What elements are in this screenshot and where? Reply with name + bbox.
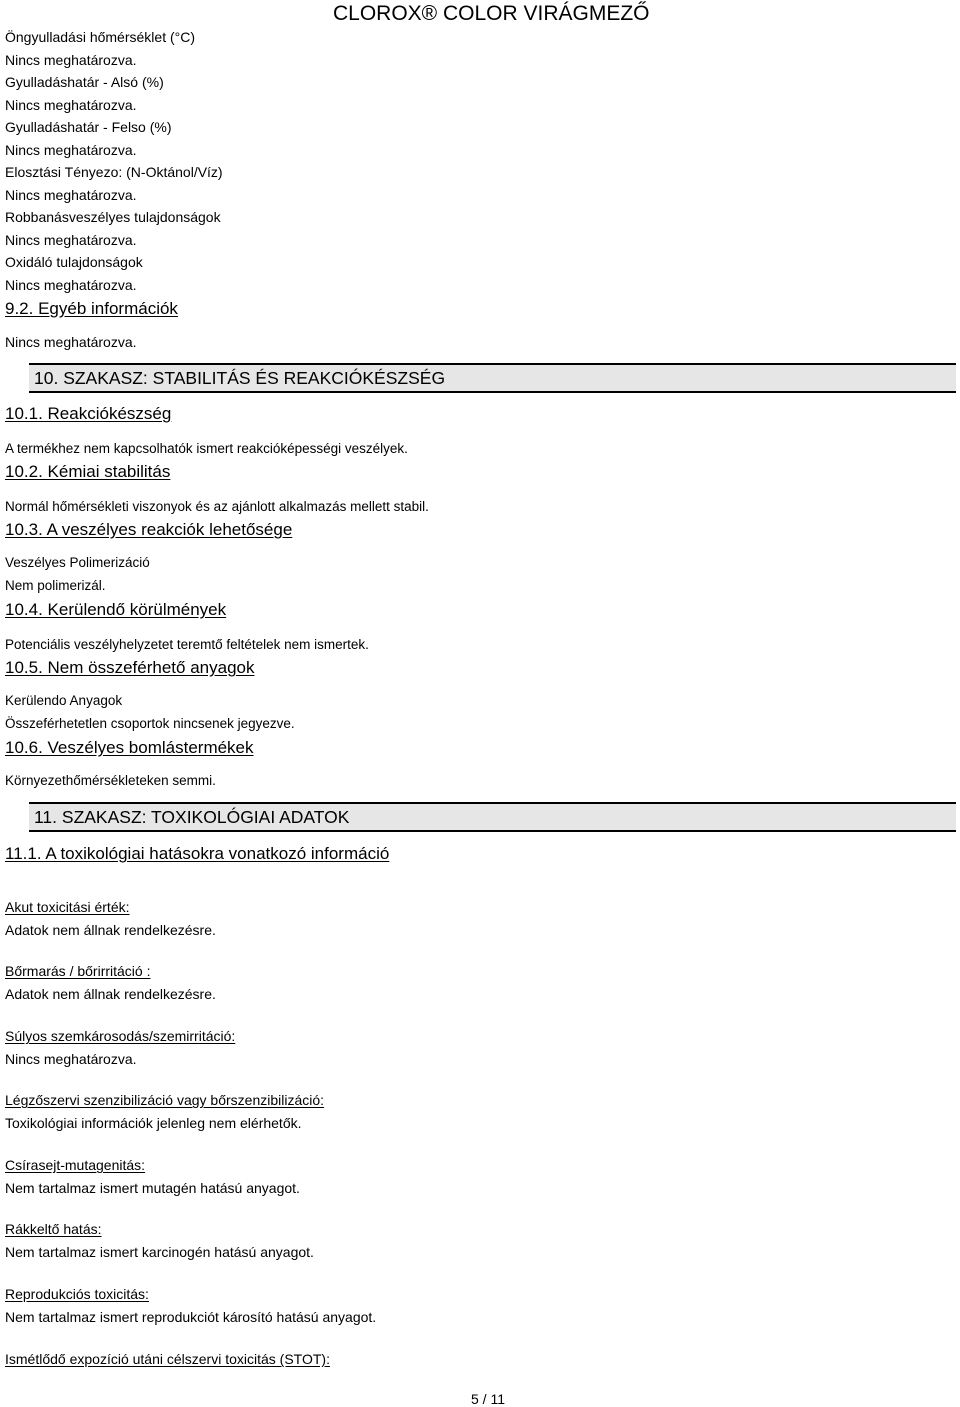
tox-value: Nem tartalmaz ismert reprodukciót károsító hatású anyagot. — [5, 1309, 377, 1325]
tox-label: Reprodukciós toxicitás: — [5, 1286, 149, 1302]
subsection-title-10-5: 10.5. Nem összeférhető anyagok — [5, 658, 255, 677]
prop-value: Nincs meghatározva. — [5, 142, 137, 158]
subsection-label: Kerülendo Anyagok — [5, 693, 123, 708]
prop-value: Nincs meghatározva. — [5, 187, 137, 203]
subsection-title-10-1: 10.1. Reakciókészség — [5, 404, 172, 423]
tox-label: Ismétlődő expozíció utáni célszervi toxicitás (STOT): — [5, 1351, 330, 1367]
tox-value: Nem tartalmaz ismert mutagén hatású anyagot. — [5, 1180, 300, 1196]
tox-label: Csírasejt-mutagenitás: — [5, 1157, 146, 1173]
tox-label: Akut toxicitási érték: — [5, 899, 130, 915]
tox-label: Súlyos szemkárosodás/szemirritáció: — [5, 1028, 236, 1044]
tox-label: Bőrmarás / bőrirritáció : — [5, 963, 151, 979]
tox-value: Toxikológiai információk jelenleg nem elérhetők. — [5, 1115, 302, 1131]
tox-value: Adatok nem állnak rendelkezésre. — [5, 922, 216, 938]
subsection-title-10-6: 10.6. Veszélyes bomlástermékek — [5, 738, 254, 757]
subsection-label: Veszélyes Polimerizáció — [5, 555, 150, 570]
prop-label: Elosztási Tényezo: (N-Oktánol/Víz) — [5, 164, 223, 180]
subsection-title-10-3: 10.3. A veszélyes reakciók lehetősége — [5, 520, 293, 539]
prop-value: Nincs meghatározva. — [5, 232, 137, 248]
section-title: 10. SZAKASZ: STABILITÁS ÉS REAKCIÓKÉSZSÉG — [34, 368, 446, 388]
prop-value: Nincs meghatározva. — [5, 277, 137, 293]
prop-label: Gyulladáshatár - Felso (%) — [5, 119, 172, 135]
subsection-title-10-2: 10.2. Kémiai stabilitás — [5, 462, 171, 481]
section-banner-11 — [29, 802, 956, 832]
tox-value: Adatok nem állnak rendelkezésre. — [5, 986, 216, 1002]
subsection-text: Potenciális veszélyhelyzetet teremtő feltételek nem ismertek. — [5, 637, 369, 652]
subsection-text: Környezethőmérsékleteken semmi. — [5, 773, 216, 788]
tox-label: Légzőszervi szenzibilizáció vagy bőrszenzibilizáció: — [5, 1092, 325, 1108]
tox-value: Nincs meghatározva. — [5, 1051, 137, 1067]
subsection-text: Nincs meghatározva. — [5, 334, 137, 350]
tox-label: Rákkeltő hatás: — [5, 1221, 102, 1237]
subsection-text: Nem polimerizál. — [5, 578, 106, 593]
page-number: 5 / 11 — [471, 1391, 505, 1407]
subsection-text: Összeférhetetlen csoportok nincsenek jegyezve. — [5, 716, 295, 731]
subsection-title-9-2: 9.2. Egyéb információk — [5, 299, 178, 318]
subsection-title-10-4: 10.4. Kerülendő körülmények — [5, 600, 227, 619]
prop-label: Oxidáló tulajdonságok — [5, 254, 143, 270]
subsection-text: Normál hőmérsékleti viszonyok és az ajánlott alkalmazás mellett stabil. — [5, 499, 429, 514]
subsection-title-11-1: 11.1. A toxikológiai hatásokra vonatkozó információ — [5, 844, 390, 863]
prop-label: Gyulladáshatár - Alsó (%) — [5, 74, 164, 90]
section-banner-10 — [29, 363, 956, 393]
prop-value: Nincs meghatározva. — [5, 97, 137, 113]
section-title: 11. SZAKASZ: TOXIKOLÓGIAI ADATOK — [34, 807, 350, 827]
prop-label: Öngyulladási hőmérséklet (°C) — [5, 29, 196, 45]
prop-value: Nincs meghatározva. — [5, 52, 137, 68]
tox-value: Nem tartalmaz ismert karcinogén hatású anyagot. — [5, 1244, 314, 1260]
document-product-title: CLOROX® COLOR VIRÁGMEZŐ — [333, 2, 650, 25]
prop-label: Robbanásveszélyes tulajdonságok — [5, 209, 221, 225]
subsection-text: A termékhez nem kapcsolhatók ismert reakcióképességi veszélyek. — [5, 441, 408, 456]
